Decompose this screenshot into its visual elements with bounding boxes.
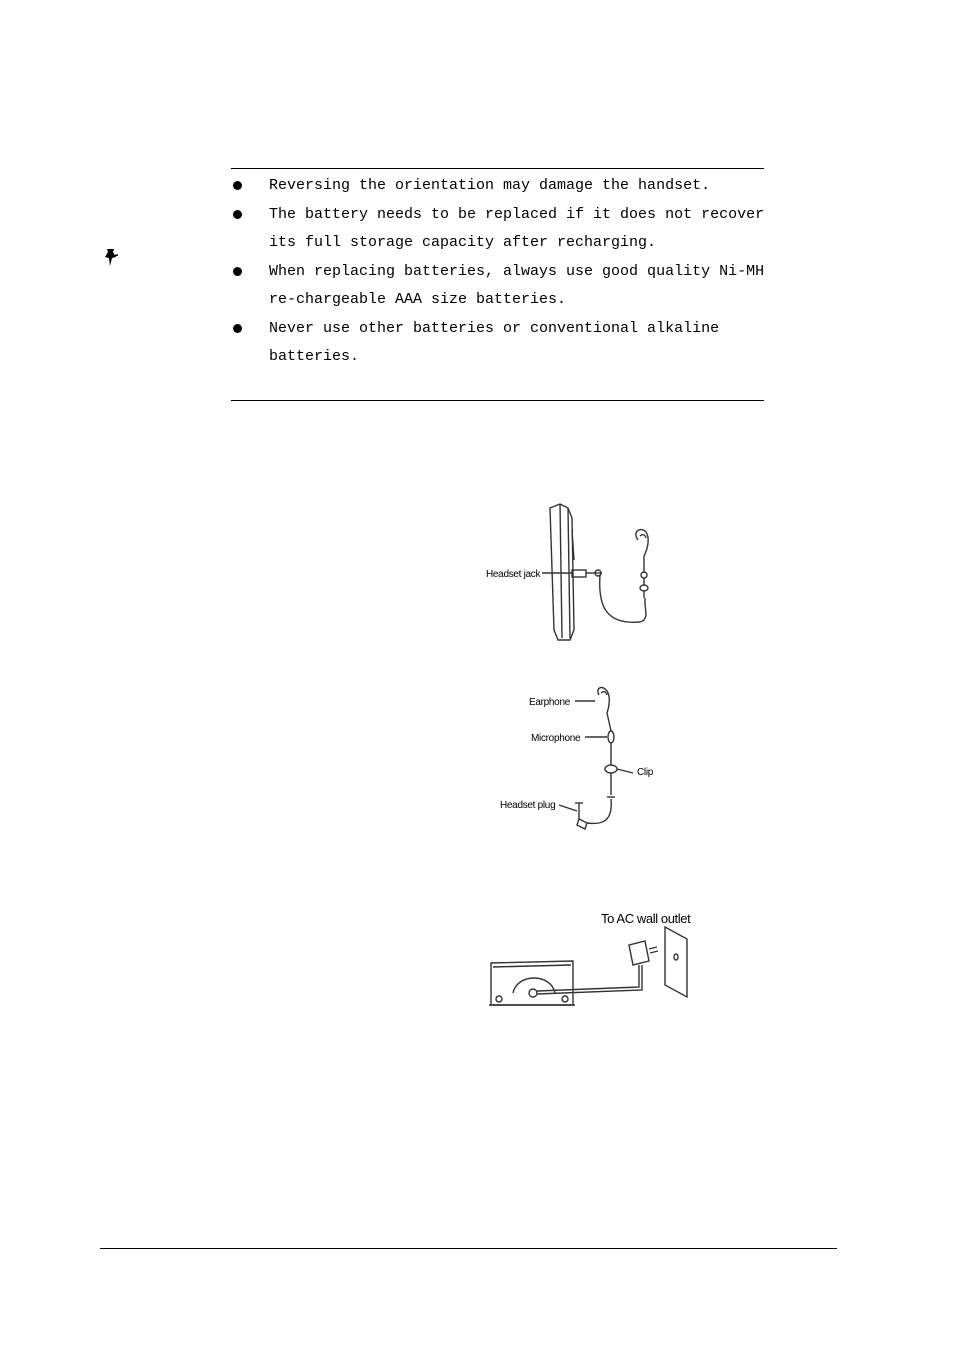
headset-plug-label: Headset plug (500, 800, 556, 811)
bullet-dot-icon (233, 324, 242, 333)
note-text: Reversing the orientation may damage the handset. (269, 177, 711, 194)
bullet-dot-icon (233, 181, 242, 190)
clip-label: Clip (637, 767, 654, 778)
note-text: When replacing batteries, always use good quality Ni-MH re-chargeable AAA size batteries. (269, 263, 765, 308)
base-adapter-figure (485, 905, 715, 1015)
bullet-dot-icon (233, 210, 242, 219)
note-item (231, 315, 771, 371)
bullet-dot-icon (233, 267, 242, 276)
earphone-label: Earphone (529, 697, 570, 708)
microphone-label: Microphone (531, 733, 581, 744)
ac-outlet-label: To AC wall outlet (601, 911, 691, 926)
note-item (231, 201, 771, 257)
note-list (231, 172, 771, 372)
note-text: Never use other batteries or conventional alkaline batteries. (269, 320, 720, 365)
footer-rule (100, 1248, 837, 1249)
handset-headset-figure (480, 500, 680, 645)
note-item (231, 172, 771, 200)
note-bottom-rule (231, 400, 764, 401)
note-item (231, 258, 771, 314)
headset-parts-figure (495, 683, 670, 833)
pushpin-icon (103, 246, 123, 268)
note-text: The battery needs to be replaced if it does not recover its full storage capacity after recharging. (269, 206, 765, 251)
headset-jack-label: Headset jack (486, 569, 541, 580)
note-top-rule (231, 168, 764, 169)
